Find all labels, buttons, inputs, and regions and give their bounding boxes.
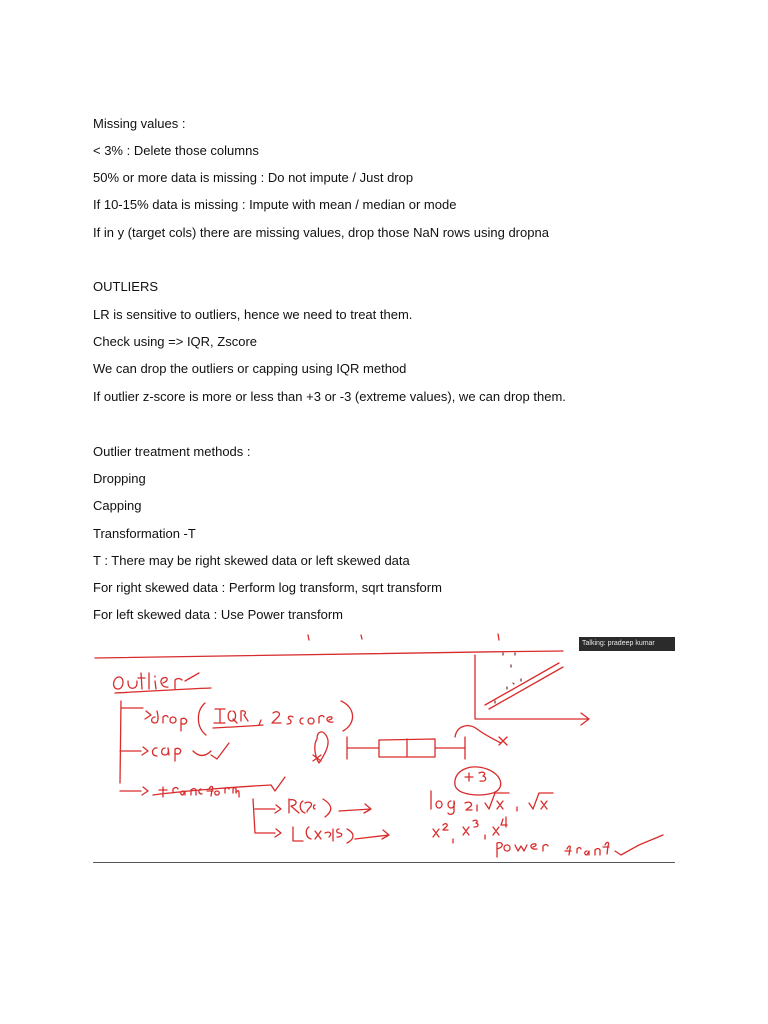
whiteboard-screenshot — [93, 633, 675, 863]
text-line: Check using => IQR, Zscore — [93, 334, 258, 349]
heading-outliers: OUTLIERS — [93, 279, 159, 294]
text-line: For right skewed data : Perform log transform, sqrt transform — [93, 580, 442, 595]
text-line: If 10-15% data is missing : Impute with mean / median or mode — [93, 197, 457, 212]
list-item: Transformation -T — [93, 526, 196, 541]
text-line: LR is sensitive to outliers, hence we need to treat them. — [93, 307, 413, 322]
heading-outlier-treatment: Outlier treatment methods : — [93, 444, 251, 459]
list-item: Capping — [93, 498, 142, 513]
text-line: If outlier z-score is more or less than +3 or -3 (extreme values), we can drop them. — [93, 389, 566, 404]
text-line: 50% or more data is missing : Do not impute / Just drop — [93, 170, 414, 185]
list-item: Dropping — [93, 471, 146, 486]
talking-indicator: Talking: pradeep kumar — [579, 637, 675, 651]
text-line: < 3% : Delete those columns — [93, 143, 259, 158]
text-line: We can drop the outliers or capping using IQR method — [93, 361, 407, 376]
text-line: T : There may be right skewed data or left skewed data — [93, 553, 410, 568]
handwritten-sketch — [93, 633, 675, 862]
text-line: For left skewed data : Use Power transform — [93, 607, 343, 622]
text-line: If in y (target cols) there are missing values, drop those NaN rows using dropna — [93, 225, 549, 240]
heading-missing-values: Missing values : — [93, 116, 186, 131]
